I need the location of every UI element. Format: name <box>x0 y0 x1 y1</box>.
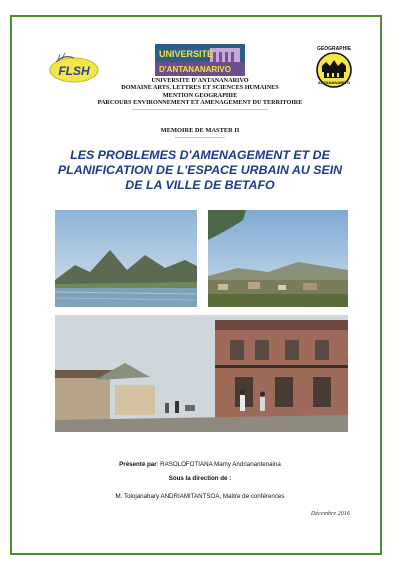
header-line-domain: DOMAINE ARTS, LETTRES ET SCIENCES HUMAINES <box>121 84 279 92</box>
direction-label: Sous la direction de : <box>168 475 232 482</box>
institution-header <box>0 77 400 107</box>
director-name: M. Tolojanahary ANDRIAMITANTSOA, Maître de conférences <box>115 493 285 500</box>
university-logo-line1: UNIVERSITÉ <box>159 49 214 59</box>
header-separator: ------------------------------------------------------------------------- <box>131 108 269 113</box>
flsh-logo-text: FLSH <box>58 64 90 78</box>
header-line-mention: MENTION GEOGRAPHIE <box>162 91 238 99</box>
document-date: Décembre 2016 <box>310 510 350 517</box>
university-logo-line2: D'ANTANANARIVO <box>159 65 231 74</box>
geographie-logo-top: GEOGRAPHIE <box>317 46 351 52</box>
presented-by-label: Présenté par <box>119 461 157 468</box>
header-line-university: UNIVERSITE D'ANTANANARIVO <box>151 77 249 84</box>
title-line-2: PLANIFICATION DE L'ESPACE URBAIN AU SEIN <box>57 163 343 177</box>
author-name: : RASOLOFOTIANA Mamy Andrianantenaina <box>156 461 281 468</box>
title-line-1: LES PROBLEMES D'AMENAGEMENT ET DE <box>70 148 330 162</box>
memoire-separator: --------------------------- <box>174 136 226 141</box>
photo-street-scene <box>55 315 348 432</box>
header-line-parcours: PARCOURS ENVIRONNEMENT ET AMENAGEMENT DU TERRITOIRE <box>97 99 303 107</box>
title-line-3: DE LA VILLE DE BETAFO <box>125 178 275 192</box>
photo-lake-mountains <box>55 210 197 307</box>
geographie-logo-bottom: ANTANANARIVO <box>317 80 351 85</box>
memoire-label: MEMOIRE DE MASTER II <box>160 127 240 134</box>
university-logo <box>155 44 245 76</box>
thesis-title <box>30 148 370 193</box>
presented-by <box>0 461 400 468</box>
photo-town-panorama <box>208 210 348 307</box>
